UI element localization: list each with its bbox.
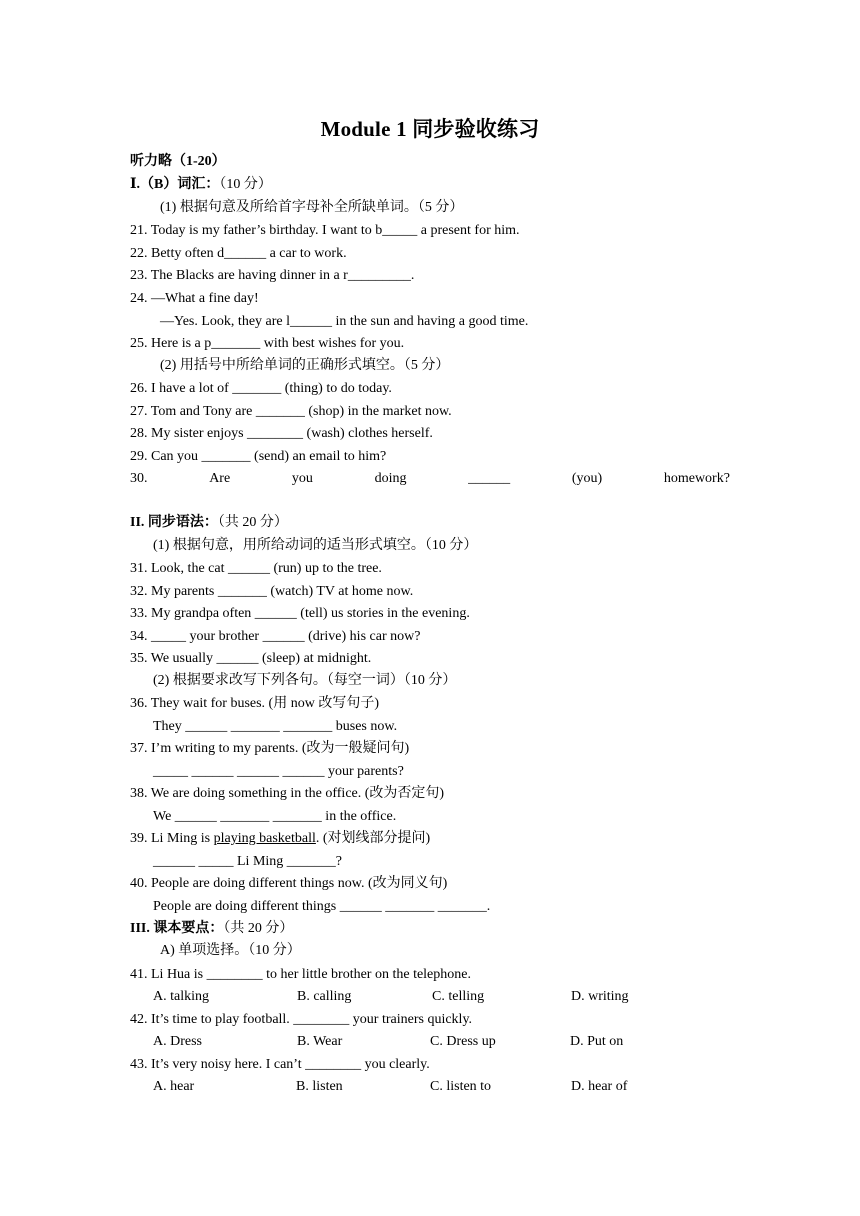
option-d: D. hear of — [571, 1079, 628, 1094]
option-c: C. listen to — [430, 1079, 492, 1094]
section2-heading-title: II. 同步语法： — [130, 515, 218, 530]
question-37-answer-line: _____ ______ ______ ______ your parents? — [153, 764, 404, 779]
question-28: 28. My sister enjoys ________ (wash) clothes herself. — [130, 426, 433, 441]
question-38: 38. We are doing something in the office. (改为否定句) — [130, 786, 445, 801]
page-title: Module 1 同步验收练习 — [320, 117, 540, 141]
section3-partA-instruction: A) 单项选择。（10 分） — [160, 943, 301, 958]
question-30-word: you — [291, 471, 313, 486]
question-39-underlined: playing basketball — [213, 831, 316, 846]
section3-heading-title: III. 课本要点： — [130, 921, 224, 936]
question-26: 26. I have a lot of _______ (thing) to do today. — [130, 381, 392, 396]
question-24: 24. —What a fine day! — [130, 291, 259, 306]
option-a: A. hear — [153, 1079, 195, 1094]
question-37: 37. I’m writing to my parents. (改为一般疑问句) — [130, 741, 410, 756]
option-a: A. Dress — [153, 1034, 202, 1049]
question-38-answer-line: We ______ _______ _______ in the office. — [153, 809, 397, 824]
section2-heading — [130, 514, 288, 532]
option-d: D. writing — [571, 989, 629, 1004]
question-36: 36. They wait for buses. (用 now 改写句子) — [130, 696, 379, 711]
question-33: 33. My grandpa often ______ (tell) us stories in the evening. — [130, 606, 470, 621]
listening-note: 听力略（1-20） — [130, 154, 226, 169]
question-40-answer-line: People are doing different things ______ _______ _______. — [153, 899, 491, 914]
option-c: C. Dress up — [430, 1034, 496, 1049]
question-43-options — [153, 1078, 753, 1096]
question-42: 42. It’s time to play football. ________ your trainers quickly. — [130, 1012, 473, 1027]
question-30-word: 30. — [130, 471, 148, 486]
option-a: A. talking — [153, 989, 209, 1004]
question-39-suffix: . (对划线部分提问) — [315, 831, 431, 846]
question-32: 32. My parents _______ (watch) TV at home now. — [130, 584, 414, 599]
question-29: 29. Can you _______ (send) an email to him? — [130, 449, 387, 464]
question-35: 35. We usually ______ (sleep) at midnight. — [130, 651, 372, 666]
question-39 — [130, 830, 430, 848]
question-42-options — [153, 1033, 753, 1051]
question-41: 41. Li Hua is ________ to her little brother on the telephone. — [130, 967, 471, 982]
option-b: B. Wear — [297, 1034, 343, 1049]
question-30-word: (you) — [571, 471, 603, 486]
question-21: 21. Today is my father’s birthday. I want to b_____ a present for him. — [130, 223, 520, 238]
section1-part2-instruction: (2) 用括号中所给单词的正确形式填空。（5 分） — [160, 358, 450, 373]
question-24-reply: —Yes. Look, they are l______ in the sun and having a good time. — [160, 314, 529, 329]
section1-part1-instruction: (1) 根据句意及所给首字母补全所缺单词。（5 分） — [160, 200, 464, 215]
question-31: 31. Look, the cat ______ (run) up to the tree. — [130, 561, 382, 576]
section3-heading — [130, 920, 293, 938]
option-c: C. telling — [432, 989, 485, 1004]
question-30-word: doing — [374, 471, 407, 486]
question-30-word: Are — [209, 471, 231, 486]
question-36-answer-line: They ______ _______ _______ buses now. — [153, 719, 398, 734]
option-d: D. Put on — [570, 1034, 624, 1049]
section1-heading-score: （10 分） — [219, 177, 272, 192]
section2-part1-instruction: (1) 根据句意，用所给动词的适当形式填空。（10 分） — [153, 538, 478, 553]
question-30 — [130, 470, 730, 488]
question-23: 23. The Blacks are having dinner in a r_________. — [130, 268, 415, 283]
section2-heading-score: （共 20 分） — [217, 515, 288, 530]
question-39-answer-line: ______ _____ Li Ming _______? — [153, 854, 342, 869]
question-40: 40. People are doing different things now. (改为同义句) — [130, 876, 448, 891]
option-b: B. calling — [297, 989, 352, 1004]
section2-part2-instruction: (2) 根据要求改写下列各句。（每空一词）（10 分） — [153, 673, 457, 688]
question-25: 25. Here is a p_______ with best wishes for you. — [130, 336, 405, 351]
question-43: 43. It’s very noisy here. I can’t ________ you clearly. — [130, 1057, 430, 1072]
question-30-blank: ______ — [468, 471, 511, 486]
question-30-word: homework? — [663, 471, 730, 486]
section1-heading — [130, 176, 272, 194]
option-b: B. listen — [296, 1079, 343, 1094]
question-27: 27. Tom and Tony are _______ (shop) in the market now. — [130, 404, 452, 419]
section3-heading-score: （共 20 分） — [223, 921, 294, 936]
section1-heading-title: Ⅰ.（B）词汇： — [130, 177, 220, 192]
question-22: 22. Betty often d______ a car to work. — [130, 246, 347, 261]
question-39-prefix: 39. Li Ming is — [130, 831, 214, 846]
question-34: 34. _____ your brother ______ (drive) his car now? — [130, 629, 421, 644]
question-41-options — [153, 988, 753, 1006]
